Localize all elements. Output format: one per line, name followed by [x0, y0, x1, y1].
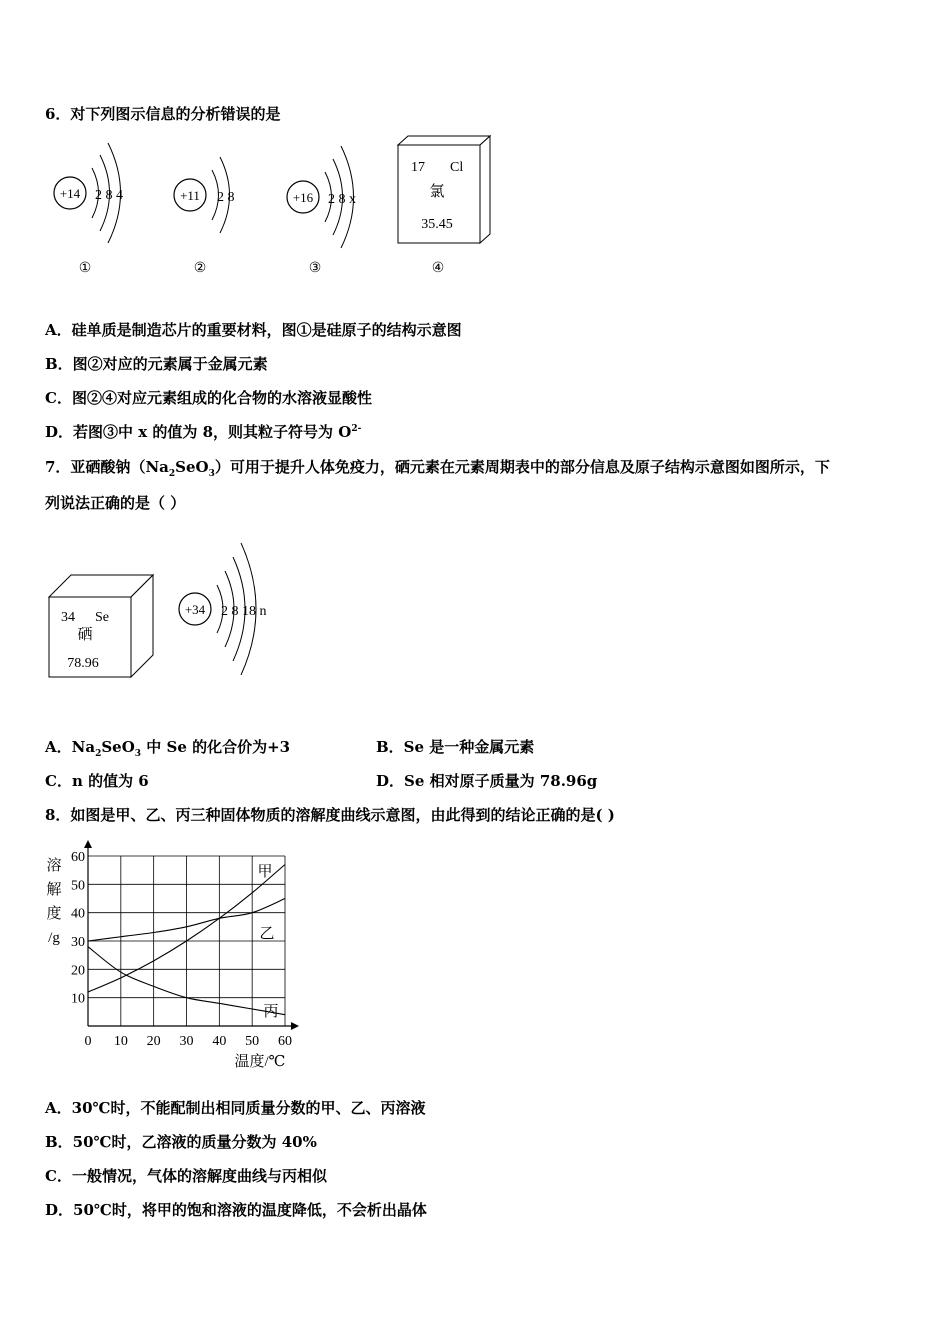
- atom-diagram-2: [174, 157, 235, 276]
- x-tick-label: 20: [146, 1034, 161, 1049]
- x-tick-label: 50: [245, 1034, 260, 1049]
- se-name: 硒: [77, 627, 93, 643]
- x-tick-label: 60: [278, 1034, 292, 1049]
- series-label: 丙: [263, 1004, 279, 1020]
- se-mass: 78.96: [67, 656, 99, 671]
- q6-option-d: D．若图③中 x 的值为 8，则其粒子符号为 $O^{2-}$: [45, 423, 362, 441]
- q7-option-c: C．n 的值为 6: [45, 772, 149, 790]
- cl-mass: 35.45: [421, 217, 453, 232]
- series-label: 甲: [257, 864, 273, 880]
- q7-stem-line2: 列说法正确的是（ ）: [45, 494, 186, 512]
- atom-2-nucleus: +11: [180, 188, 200, 203]
- x-tick-label: 10: [113, 1034, 128, 1049]
- atom-1-shells: 2 8 4: [95, 188, 123, 203]
- q8-option-d: D．50℃时，将甲的饱和溶液的温度降低，不会析出晶体: [45, 1201, 427, 1219]
- atom-diagram-3: [287, 146, 356, 276]
- x-axis-arrow: [291, 1022, 299, 1030]
- x-tick-label: 30: [179, 1034, 194, 1049]
- y-axis-label-char: /g: [48, 930, 60, 946]
- x-tick-label: 0: [84, 1034, 92, 1049]
- q7-option-b: B．Se 是一种金属元素: [376, 738, 535, 756]
- y-tick-label: 30: [71, 935, 85, 950]
- atom-1-label: ①: [78, 261, 92, 276]
- atom-2-shells: 2 8: [217, 190, 235, 205]
- q8-option-a: A．30℃时，不能配制出相同质量分数的甲、乙、丙溶液: [45, 1099, 426, 1117]
- se-symbol: Se: [95, 610, 109, 625]
- q7-option-a: A．$Na_2SeO_3$ 中 Se 的化合价为+3: [45, 738, 291, 759]
- cl-number: 17: [411, 160, 425, 175]
- y-axis-label-char: 度: [46, 906, 62, 922]
- atom-diagram-se: [179, 543, 267, 675]
- atom-3-nucleus: +16: [292, 190, 314, 205]
- se-number: 34: [61, 610, 75, 625]
- q8-option-b: B．50℃时，乙溶液的质量分数为 40%: [45, 1133, 317, 1151]
- y-tick-label: 50: [71, 878, 85, 894]
- se-shells: 2 8 18 n: [221, 604, 267, 619]
- cl-symbol: Cl: [450, 160, 464, 175]
- element-card-se: [49, 575, 153, 677]
- q6-option-c: C．图②④对应元素组成的化合物的水溶液显酸性: [45, 389, 372, 407]
- series-label: 乙: [259, 926, 275, 942]
- q7-option-d: D．Se 相对原子质量为 78.96g: [376, 772, 598, 790]
- q8-stem: 8．如图是甲、乙、丙三种固体物质的溶解度曲线示意图，由此得到的结论正确的是( ): [45, 806, 615, 824]
- x-tick-label: 40: [212, 1034, 227, 1049]
- q6-stem: 6．对下列图示信息的分析错误的是: [45, 105, 281, 123]
- q7-figure: [45, 535, 305, 685]
- x-axis-label: 温度/℃: [234, 1054, 286, 1070]
- q7-stem: 7．亚硒酸钠$(Na_2SeO_3)$可用于提升人体免疫力，硒元素在元素周期表中的部分信息及原子结构示意图如图所示，下: [45, 458, 830, 479]
- q6-option-a: A．硅单质是制造芯片的重要材料，图①是硅原子的结构示意图: [45, 321, 462, 339]
- atom-3-label: ③: [308, 261, 322, 276]
- card-label: ④: [431, 261, 445, 276]
- y-tick-label: 20: [71, 963, 85, 979]
- q8-option-c: C．一般情况，气体的溶解度曲线与丙相似: [45, 1167, 327, 1185]
- cl-name: 氯: [429, 184, 445, 200]
- atom-3-shells: 2 8 x: [328, 192, 356, 207]
- atom-1-nucleus: +14: [59, 186, 81, 201]
- y-axis-arrow: [84, 840, 92, 848]
- solubility-chart: [40, 838, 305, 1078]
- y-axis-label-char: 解: [46, 882, 62, 898]
- y-tick-label: 60: [71, 850, 85, 865]
- atom-2-label: ②: [193, 261, 207, 276]
- y-tick-label: 40: [71, 906, 85, 922]
- se-nucleus: +34: [184, 602, 206, 617]
- y-axis-label-char: 溶: [46, 858, 62, 874]
- atom-diagram-1: [54, 143, 123, 276]
- q6-figure: [45, 133, 505, 283]
- element-card-cl: [398, 136, 490, 276]
- q6-option-b: B．图②对应的元素属于金属元素: [45, 355, 268, 373]
- y-tick-label: 10: [71, 991, 85, 1007]
